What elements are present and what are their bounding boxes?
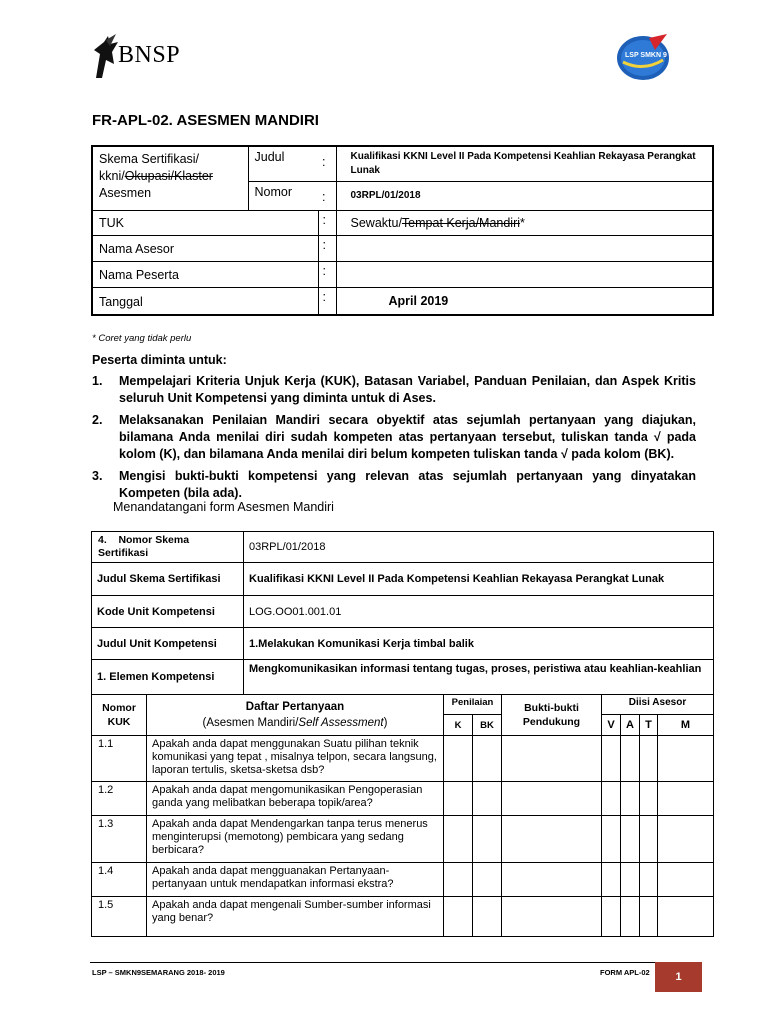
col-m: M bbox=[657, 715, 713, 736]
colon: : bbox=[318, 288, 336, 315]
question-text: Apakah anda dapat mengenali Sumber-sumber informasi yang benar? bbox=[147, 897, 444, 937]
t-cell[interactable] bbox=[639, 736, 657, 782]
kode-unit-value: LOG.OO01.001.01 bbox=[244, 596, 714, 628]
m-cell[interactable] bbox=[657, 736, 713, 782]
kuk-number: 1.4 bbox=[92, 863, 147, 897]
kuk-number: 1.1 bbox=[92, 736, 147, 782]
lsp-badge-text: LSP SMKN 9 bbox=[625, 52, 667, 59]
k-check-cell[interactable] bbox=[444, 782, 473, 816]
assessment-table bbox=[91, 531, 714, 937]
tuk-label: TUK bbox=[92, 211, 318, 236]
colon: : bbox=[318, 262, 336, 288]
table-row bbox=[92, 863, 714, 897]
sign-line: Menandatangani form Asesmen Mandiri bbox=[113, 500, 334, 514]
table-row bbox=[92, 816, 714, 863]
v-cell[interactable] bbox=[602, 782, 621, 816]
t-cell[interactable] bbox=[639, 782, 657, 816]
bukti-cell[interactable] bbox=[502, 816, 602, 863]
info-table bbox=[91, 145, 714, 316]
bk-check-cell[interactable] bbox=[473, 863, 502, 897]
footnote: * Coret yang tidak perlu bbox=[92, 333, 192, 344]
m-cell[interactable] bbox=[657, 863, 713, 897]
m-cell[interactable] bbox=[657, 782, 713, 816]
elemen-label: 1. Elemen Kompetensi bbox=[92, 660, 244, 695]
footer-divider bbox=[90, 962, 702, 963]
bk-check-cell[interactable] bbox=[473, 897, 502, 937]
table-row bbox=[92, 897, 714, 937]
table-row bbox=[92, 782, 714, 816]
form-title: FR-APL-02. ASESMEN MANDIRI bbox=[92, 112, 319, 129]
peserta-value bbox=[336, 262, 713, 288]
kuk-number: 1.3 bbox=[92, 816, 147, 863]
bnsp-logo-text: BNSP bbox=[118, 42, 181, 68]
colon: : bbox=[318, 182, 336, 211]
kuk-number: 1.5 bbox=[92, 897, 147, 937]
colon: : bbox=[318, 146, 336, 182]
bukti-cell[interactable] bbox=[502, 863, 602, 897]
v-cell[interactable] bbox=[602, 863, 621, 897]
page-number: 1 bbox=[655, 962, 702, 992]
instructions bbox=[92, 352, 696, 502]
tuk-value: Sewaktu/Tempat Kerja/Mandiri* bbox=[336, 211, 713, 236]
k-check-cell[interactable] bbox=[444, 863, 473, 897]
nomor-skema-value: 03RPL/01/2018 bbox=[244, 532, 714, 563]
footer-right: FORM APL-02 bbox=[600, 968, 650, 977]
table-row bbox=[92, 736, 714, 782]
m-cell[interactable] bbox=[657, 897, 713, 937]
nomor-value: 03RPL/01/2018 bbox=[336, 182, 713, 211]
nomor-skema-label: 4. Nomor Skema Sertifikasi bbox=[92, 532, 244, 563]
t-cell[interactable] bbox=[639, 863, 657, 897]
judul-unit-value: 1.Melakukan Komunikasi Kerja timbal balik bbox=[244, 628, 714, 660]
v-cell[interactable] bbox=[602, 816, 621, 863]
a-cell[interactable] bbox=[621, 897, 640, 937]
col-v: V bbox=[602, 715, 621, 736]
t-cell[interactable] bbox=[639, 816, 657, 863]
instruction-item: 1. Mempelajari Kriteria Unjuk Kerja (KUK), Batasan Variabel, Panduan Penilaian, dan Aspek Kritis seluruh Unit Kompetensi yang diminta untuk di Ases. bbox=[92, 374, 696, 405]
col-k: K bbox=[444, 715, 473, 736]
colon: : bbox=[318, 211, 336, 236]
peserta-label: Nama Peserta bbox=[92, 262, 318, 288]
judul-value: Kualifikasi KKNI Level II Pada Kompetensi Keahlian Rekayasa Perangkat Lunak bbox=[336, 146, 713, 182]
col-daftar-pertanyaan: Daftar Pertanyaan (Asesmen Mandiri/Self Assessment) bbox=[147, 695, 444, 736]
col-bukti: Bukti-bukti Pendukung bbox=[502, 695, 602, 736]
col-penilaian: Penilaian bbox=[444, 695, 502, 715]
question-text: Apakah anda dapat Mendengarkan tanpa terus menerus menginterupsi (memotong) pembicara yang sedang berbicara? bbox=[147, 816, 444, 863]
asesor-value bbox=[336, 236, 713, 262]
instructions-heading: Peserta diminta untuk: bbox=[92, 353, 227, 367]
asesor-label: Nama Asesor bbox=[92, 236, 318, 262]
a-cell[interactable] bbox=[621, 816, 640, 863]
v-cell[interactable] bbox=[602, 736, 621, 782]
skema-label-cell: Skema Sertifikasi/ kkni/Okupasi/Klaster Asesmen bbox=[92, 146, 248, 211]
k-check-cell[interactable] bbox=[444, 816, 473, 863]
elemen-value: Mengkomunikasikan informasi tentang tugas, proses, peristiwa atau keahlian-keahlian bbox=[244, 660, 714, 695]
col-bk: BK bbox=[473, 715, 502, 736]
a-cell[interactable] bbox=[621, 782, 640, 816]
footer-left: LSP – SMKN9SEMARANG 2018- 2019 bbox=[92, 968, 225, 977]
bnsp-emblem-icon bbox=[90, 34, 120, 80]
instruction-item: 3. Mengisi bukti-bukti kompetensi yang relevan atas sejumlah pertanyaan yang dinyatakan Kompeten (bila ada). bbox=[92, 469, 696, 500]
bnsp-logo bbox=[90, 34, 200, 82]
bukti-cell[interactable] bbox=[502, 782, 602, 816]
nomor-label: Nomor bbox=[248, 182, 318, 211]
colon: : bbox=[318, 236, 336, 262]
bk-check-cell[interactable] bbox=[473, 816, 502, 863]
tanggal-value: April 2019 bbox=[336, 288, 713, 315]
question-text: Apakah anda dapat mengomunikasikan Pengoperasian ganda yang melibatkan beberapa topik/area? bbox=[147, 782, 444, 816]
kode-unit-label: Kode Unit Kompetensi bbox=[92, 596, 244, 628]
judul-unit-label: Judul Unit Kompetensi bbox=[92, 628, 244, 660]
lsp-badge bbox=[615, 32, 671, 82]
bukti-cell[interactable] bbox=[502, 897, 602, 937]
col-nomor-kuk: Nomor KUK bbox=[92, 695, 147, 736]
v-cell[interactable] bbox=[602, 897, 621, 937]
bukti-cell[interactable] bbox=[502, 736, 602, 782]
k-check-cell[interactable] bbox=[444, 736, 473, 782]
question-text: Apakah anda dapat menggunakan Suatu pilihan teknik komunikasi yang tepat , misalnya telpon, secara langsung, laporan tertulis, sketsa-sketsa dsb? bbox=[147, 736, 444, 782]
col-diisi-asesor: Diisi Asesor bbox=[602, 695, 714, 715]
col-t: T bbox=[639, 715, 657, 736]
judul-skema-label: Judul Skema Sertifikasi bbox=[92, 563, 244, 596]
judul-skema-value: Kualifikasi KKNI Level II Pada Kompetensi Keahlian Rekayasa Perangkat Lunak bbox=[244, 563, 714, 596]
judul-label: Judul bbox=[248, 146, 318, 182]
question-text: Apakah anda dapat mengguanakan Pertanyaan-pertanyaan untuk mendapatkan informasi ekstra? bbox=[147, 863, 444, 897]
m-cell[interactable] bbox=[657, 816, 713, 863]
kuk-number: 1.2 bbox=[92, 782, 147, 816]
a-cell[interactable] bbox=[621, 736, 640, 782]
instruction-item: 2. Melaksanakan Penilaian Mandiri secara obyektif atas sejumlah pertanyaan yang diajukan, bilamana Anda menilai diri sudah kompeten atas pertanyaan tersebut, tuliskan tanda √ pada kolom (K), dan bilamana Anda menilai diri belum kompeten tuliskan tanda √ pada kolom (BK). bbox=[92, 413, 696, 461]
bk-check-cell[interactable] bbox=[473, 782, 502, 816]
k-check-cell[interactable] bbox=[444, 897, 473, 937]
tanggal-label: Tanggal bbox=[92, 288, 318, 315]
bk-check-cell[interactable] bbox=[473, 736, 502, 782]
col-a: A bbox=[621, 715, 640, 736]
t-cell[interactable] bbox=[639, 897, 657, 937]
a-cell[interactable] bbox=[621, 863, 640, 897]
